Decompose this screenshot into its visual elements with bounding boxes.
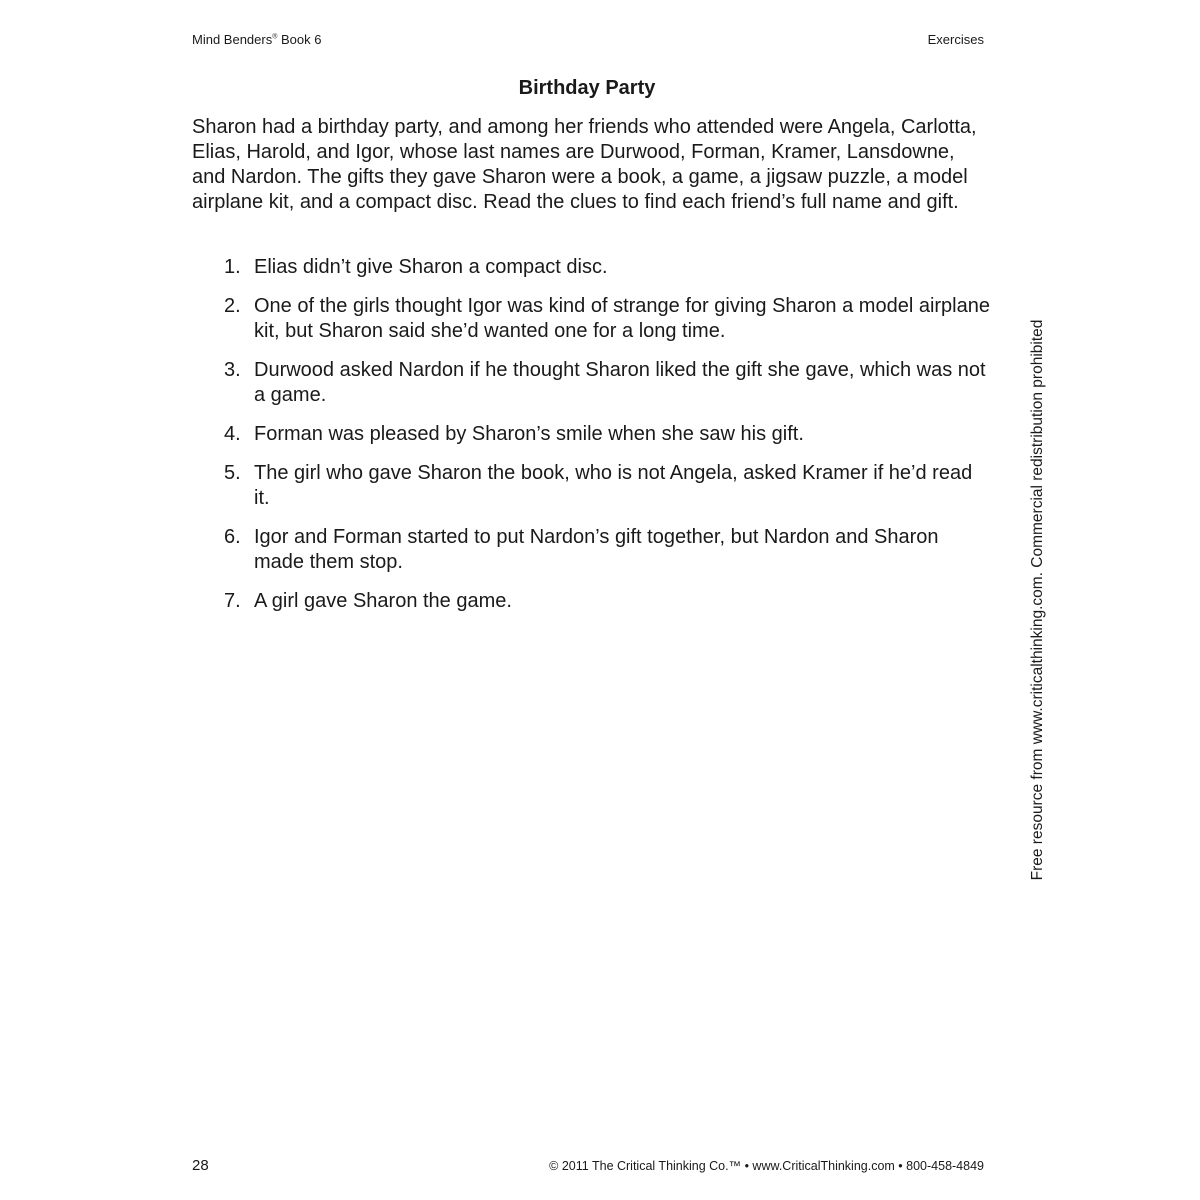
clue-number: 4. [224, 423, 241, 445]
list-item [192, 589, 992, 614]
clue-number: 1. [224, 256, 241, 278]
intro-paragraph: Sharon had a birthday party, and among her friends who attended were Angela, Carlotta, Elias, Harold, and Igor, whose last names are Durwood, Forman, Kramer, Lansdowne, and Nardon. The gifts they gave Sharon were a book, a game, a jigsaw puzzle, a model airplane kit, and a compact disc. Read the clues to find each friend’s full name and gift. [192, 116, 977, 213]
book-title: Mind Benders [192, 32, 273, 47]
list-item [192, 358, 992, 408]
list-item [192, 294, 992, 344]
clue-list [192, 255, 992, 628]
clue-number: 5. [224, 462, 241, 484]
list-item [192, 422, 992, 447]
book-number: Book 6 [277, 32, 322, 47]
clue-number: 2. [224, 295, 241, 317]
clue-text: Igor and Forman started to put Nardon’s gift together, but Nardon and Sharon made them stop. [254, 526, 939, 573]
clue-text: A girl gave Sharon the game. [254, 590, 512, 612]
copyright-footer: © 2011 The Critical Thinking Co.™ • www.CriticalThinking.com • 800-458-4849 [549, 1159, 984, 1173]
clue-number: 6. [224, 526, 241, 548]
list-item [192, 255, 992, 280]
clue-text: The girl who gave Sharon the book, who is not Angela, asked Kramer if he’d read it. [254, 462, 973, 509]
clue-text: Forman was pleased by Sharon’s smile when she saw his gift. [254, 423, 804, 445]
header-section: Exercises [927, 32, 984, 47]
page-number: 28 [192, 1157, 209, 1174]
list-item [192, 461, 992, 511]
clue-text: Durwood asked Nardon if he thought Sharon liked the gift she gave, which was not a game. [254, 359, 986, 406]
registered-mark: ® [272, 33, 278, 41]
header-book-title [192, 32, 321, 47]
redistribution-notice: Free resource from www.criticalthinking.com. Commercial redistribution prohibited [1029, 319, 1046, 881]
page-title: Birthday Party [518, 77, 656, 99]
list-item [192, 525, 992, 575]
clue-text: One of the girls thought Igor was kind of strange for giving Sharon a model airplane kit, but Sharon said she’d wanted one for a long time. [254, 295, 990, 342]
clue-text: Elias didn’t give Sharon a compact disc. [254, 256, 608, 278]
clue-number: 7. [224, 590, 241, 612]
clue-number: 3. [224, 359, 241, 381]
